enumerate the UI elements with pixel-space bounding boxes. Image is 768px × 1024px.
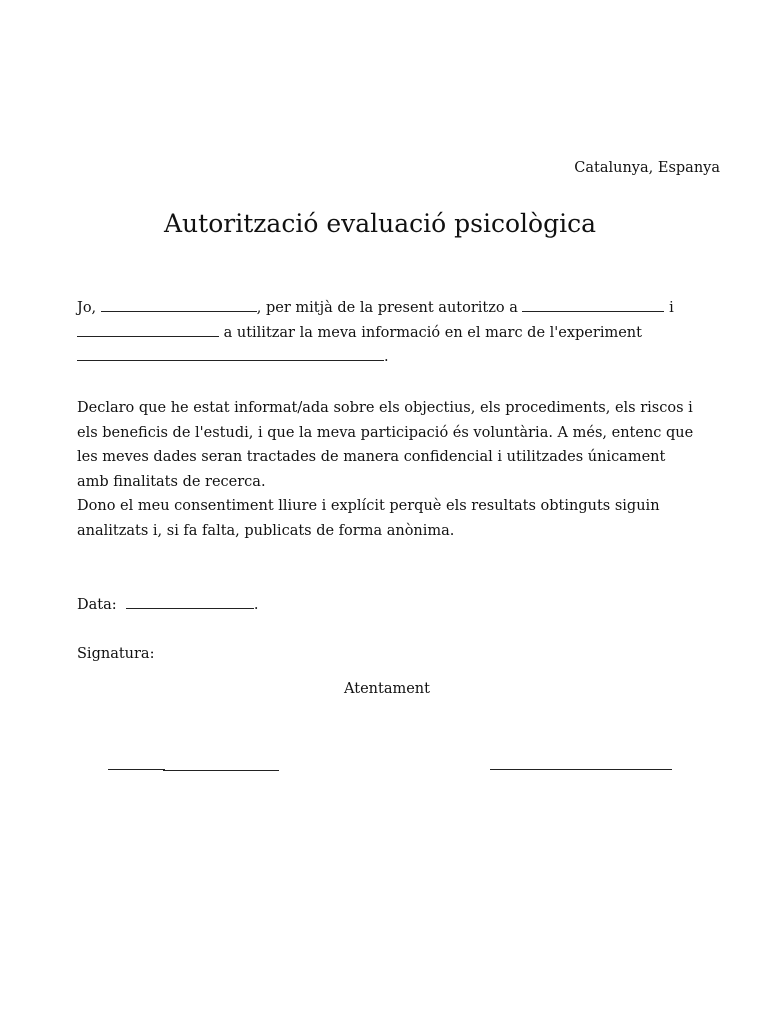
declaration-line: les meves dades seran tractades de manera confidencial i utilitzades únicament	[77, 449, 666, 465]
signature-label: Signatura:	[77, 646, 155, 662]
declaration-line: Dono el meu consentiment lliure i explícit perquè els resultats obtinguts siguin	[77, 498, 660, 514]
authorization-text-1a: Jo,	[77, 300, 101, 316]
declaration-line: analitzats i, si fa falta, publicats de forma anònima.	[77, 522, 455, 539]
date-row	[77, 594, 258, 616]
declaration-line: Declaro que he estat informat/ada sobre els objectius, els procediments, els riscos i	[77, 400, 693, 416]
declaration-paragraph	[77, 396, 717, 543]
date-suffix: .	[253, 597, 259, 613]
date-blank	[126, 594, 254, 609]
signature-line-right	[490, 769, 672, 770]
authorization-text-3b: .	[384, 349, 389, 365]
name-blank	[101, 297, 257, 312]
declaration-line: amb finalitats de recerca.	[77, 473, 266, 490]
signature-line-left-extension	[163, 770, 279, 771]
date-label: Data:	[77, 597, 126, 613]
authorization-line-2	[77, 321, 717, 346]
authorization-text-2b: a utilitzar la meva informació en el marc de l'experiment	[219, 324, 642, 341]
experiment-blank	[77, 346, 384, 361]
authorization-paragraph	[77, 296, 717, 370]
authorized-party-blank-2	[77, 322, 219, 337]
location-text: Catalunya, Espanya	[574, 160, 720, 176]
closing-text: Atentament	[344, 681, 430, 697]
authorization-text-1c: i	[664, 300, 674, 316]
declaration-line: els beneficis de l'estudi, i que la meva participació és voluntària. A més, entenc que	[77, 424, 694, 441]
authorization-text-1b: , per mitjà de la present autoritzo a	[256, 300, 523, 316]
signature-line-left	[108, 769, 165, 770]
document-title: Autorització evaluació psicològica	[164, 209, 596, 238]
authorized-party-blank-1	[522, 297, 664, 312]
authorization-line-3	[77, 345, 717, 370]
authorization-line-1	[77, 296, 717, 321]
